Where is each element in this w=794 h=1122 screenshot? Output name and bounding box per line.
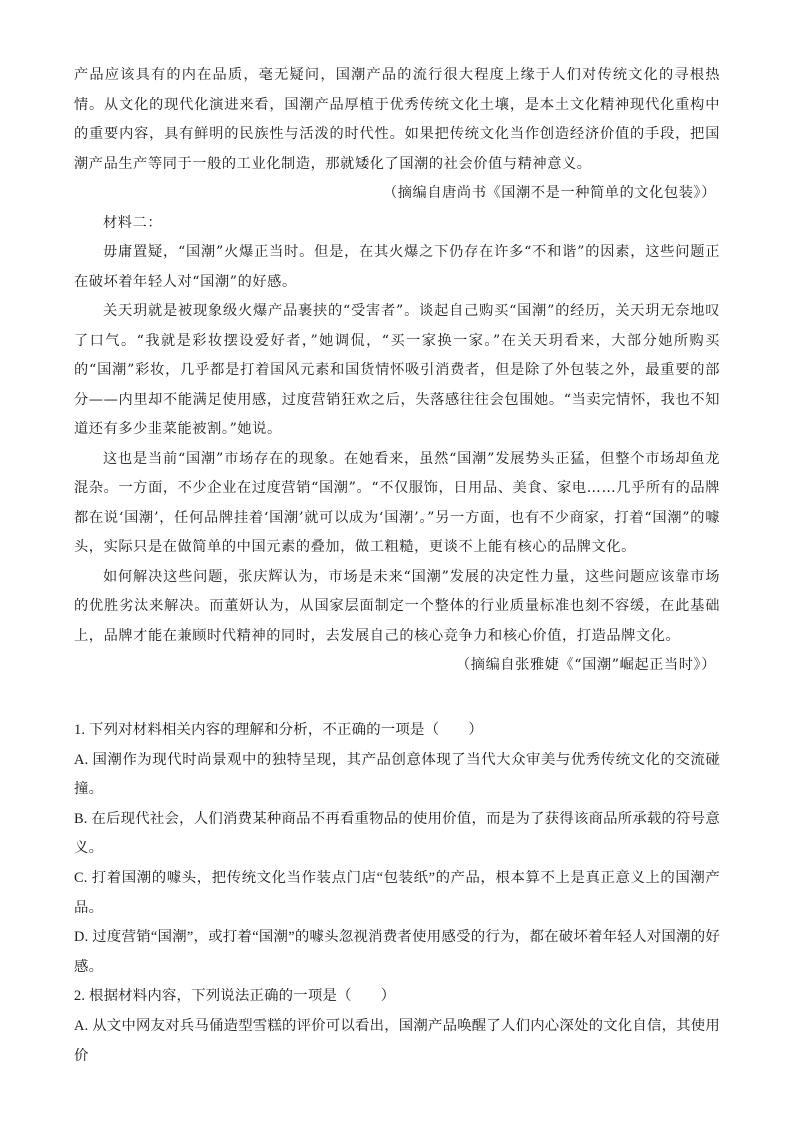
passage-paragraph: 毋庸置疑，“国潮”火爆正当时。但是，在其火爆之下仍存在许多“不和谐”的因素，这些问题正在破坏着年轻人对“国潮”的好感。	[74, 244, 720, 290]
answer-option: B. 在后现代社会，人们消费某种商品不再看重物品的使用价值，而是为了获得该商品所承载的符号意义。	[74, 810, 720, 857]
source-citation: （摘编自张雅婕《“国潮”崛起正当时》）	[456, 657, 716, 673]
question-stem: 1. 下列对材料相关内容的理解和分析，不正确的一项是（ ）	[74, 722, 483, 738]
passage-paragraph: 这也是当前“国潮”市场存在的现象。在她看来，虽然“国潮”发展势头正猛，但整个市场却鱼龙混杂。一方面，不少企业在过度营销“国潮”。“不仅服饰，日用品、美食、家电……几乎所有的品牌都在说‘国潮’，任何品牌挂着‘国潮’就可以成为‘国潮’。”另一方面，也有不少商家，打着“国潮”的噱头，实际只是在做简单的中国元素的叠加，做工粗糙，更谈不上能有核心的品牌文化。	[74, 450, 720, 555]
source-citation: （摘编自唐尚书《国潮不是一种简单的文化包装》）	[382, 185, 716, 201]
answer-option: C. 打着国潮的噱头，把传统文化当作装点门店“包装纸”的产品，根本算不上是真正意义上的国潮产品。	[74, 869, 720, 916]
reading-passage	[74, 61, 720, 681]
answer-option: D. 过度营销“国潮”，或打着“国潮”的噱头忽视消费者使用感受的行为，都在破坏着年轻人对国潮的好感。	[74, 929, 720, 975]
passage-paragraph: 如何解决这些问题，张庆辉认为，市场是未来“国潮”发展的决定性力量，这些问题应该靠市场的优胜劣汰来解决。而董妍认为，从国家层面制定一个整体的行业质量标准也刻不容缓，在此基础上，品牌才能在兼顾时代精神的同时，去发展自己的核心竞争力和核心价值，打造品牌文化。	[74, 568, 720, 644]
passage-paragraph: 产品应该具有的内在品质，毫无疑问，国潮产品的流行很大程度上缘于人们对传统文化的寻根热情。从文化的现代化演进来看，国潮产品厚植于优秀传统文化土壤，是本土文化精神现代化重构中的重要内容，具有鲜明的民族性与活泼的时代性。如果把传统文化当作创造经济价值的手段，把国潮产品生产等同于一般的工业化制造，那就矮化了国潮的社会价值与精神意义。	[74, 67, 720, 172]
passage-paragraph: 关天玥就是被现象级火爆产品裹挟的“受害者”。谈起自己购买“国潮”的经历，关天玥无奈地叹了口气。“我就是彩妆摆设爱好者，”她调侃，“买一家换一家。”在关天玥看来，大部分她所购买的“国潮”彩妆，几乎都是打着国风元素和国货情怀吸引消费者，但是除了外包装之外，最重要的部分——内里却不能满足使用感，过度营销狂欢之后，失落感往往会包围她。“当卖完情怀，我也不知道还有多少韭菜能被割。”她说。	[74, 303, 720, 437]
answer-option: A. 国潮作为现代时尚景观中的独特呈现，其产品创意体现了当代大众审美与优秀传统文化的交流碰撞。	[74, 751, 720, 798]
answer-option: A. 从文中网友对兵马俑造型雪糕的评价可以看出，国潮产品唤醒了人们内心深处的文化自信，其使用价	[74, 1017, 720, 1064]
material-heading: 材料二：	[103, 214, 163, 231]
question-stem: 2. 根据材料内容，下列说法正确的一项是（ ）	[74, 988, 396, 1005]
question-section	[74, 716, 720, 1071]
